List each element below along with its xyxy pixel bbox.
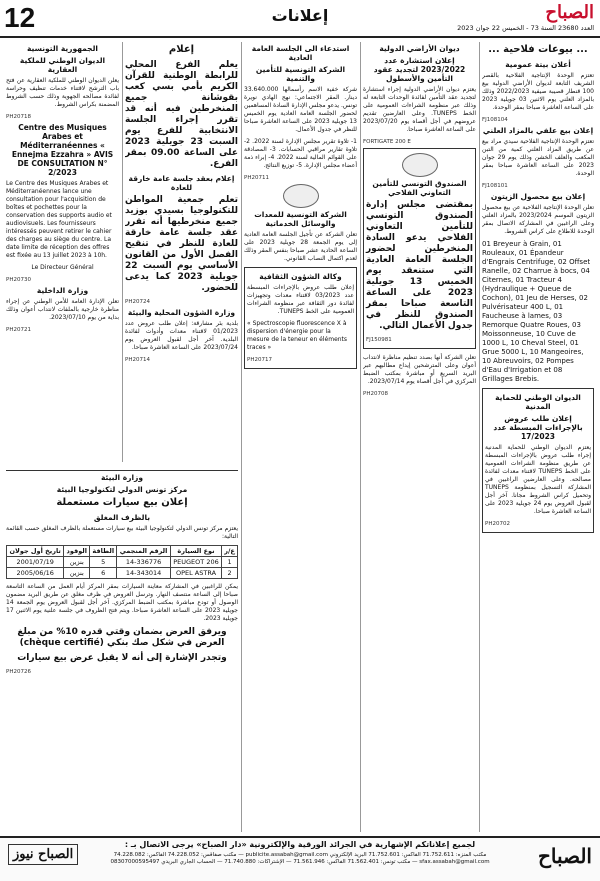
table-cell: 14-343014 — [117, 568, 171, 579]
ad-reference: PH20711 — [244, 175, 269, 181]
column-public-notices — [6, 42, 119, 462]
car-sale-body: يمكن للراغبين في المشاركة معاينة السيارات بمقر المركز أيام العمل من الساعة التاسعة صباحا إلى الساعة منتصف النهار. وترسل العروض في ظرف مغلق عن طريق البريد مضمون الوصول أو تودع مباشرة بمكتب الضبط المركزي. آخر أجل لقبول العروض يوم الجمعة 14 جويلية 2023 على الساعة العاشرة صباحا. ويتم فتح الظروف في جلسة علنية يوم الاثنين 17 جويلية 2023. — [6, 583, 238, 622]
table-cell: 5 — [90, 557, 117, 568]
ministry-name: وزارة البيئة — [100, 473, 144, 482]
french-notice-signature: Le Directeur Général — [31, 264, 94, 271]
notice-subtitle: إعلان طلب عروض بالإجراءات المبسطة عدد 17/2023 — [493, 414, 583, 441]
column-state-lands — [363, 42, 476, 832]
french-notice-title: Centre des Musiques Arabes et Méditerranéennes « Ennejma Ezzahra » AVIS DE CONSULTATION N° 2/2023 — [11, 123, 114, 177]
column-general-assembly — [244, 42, 357, 832]
ad-body: تعلن الشركة أنها بصدد تنظيم مناظرة لانتداب أعوان وعلى المترشحين إيداع مطالبهم عبر البريد السريع أو مباشرة بمكتب الضبط المركزي في أجل أقصاه يوم 2023/07/14. — [363, 354, 476, 385]
table-header-cell: تاريخ أول جولان — [7, 546, 64, 557]
french-notice-body: Le Centre des Musiques Arabes et Méditerranéennes lance une consultation pour l'acquisition de boîtes et pochettes pour la conservation des supports audio et audiovisuels. Les fournisseurs intéressés peuvent retirer le cahier des charges au siège du centre. La date limite de réception des offres est fixée au 13 juillet 2023 à 10h. — [6, 180, 112, 259]
ad-heading: إعلان بيع علفي بالمزاد العلني — [482, 126, 594, 135]
ad-body: تعلن الشركة عن تأجيل الجلسة العامة العادية إلى يوم الجمعة 28 جويلية 2023 على الساعة الحادية عشر صباحا بنفس المقر وذلك لعدم اكتمال النصاب القانوني. — [244, 231, 357, 262]
ad-reference: PH20724 — [125, 299, 150, 305]
table-cell: OPEL ASTRA — [170, 568, 221, 579]
car-sale-title: إعلان بيع سيارات مستعملة — [56, 497, 188, 508]
table-cell: 2001/07/19 — [7, 557, 64, 568]
ad-reference: PH20726 — [6, 669, 31, 675]
ad-reference: PH20730 — [6, 277, 31, 283]
ad-reference: PH20714 — [125, 357, 150, 363]
footer-contacts: مكتب المنزه: 71.752.611 الفاكس: 71.752.601 البريد الإلكتروني publicite.assabah@gmail.com — مكتب صفاقس: 74.228.052 الفاكس: 74.228.082 sfax.assabah@gmail.com — مكتب تونس: 71.562.401 الفاكس: 71.561.946 — الإشتراكات: 71.740.880 — الحساب الجاري البريدي 08307000595497 — [110, 852, 490, 865]
page-number: 12 — [4, 2, 36, 33]
ad-body: شركة خفية الاسم رأسمالها 33.640.000 دينار. المقر الاجتماعي: نهج الهادي نويرة تونس. يدعو مجلس الإدارة السادة المساهمين لحضور الجلسة العامة العادية يوم الخميس 13 جويلية 2023 على الساعة العاشرة صباحا للنظر في جدول الأعمال. — [244, 86, 357, 133]
ad-reference: PH20708 — [363, 391, 388, 397]
column-announcements — [125, 42, 238, 462]
table-header-cell: الطاقة — [90, 546, 117, 557]
ad-reference: PH20718 — [6, 114, 31, 120]
table-header-row — [7, 546, 238, 557]
ad-body: تعلن الإدارة العامة للأمن الوطني عن إجراء مناظرة خارجية بالملفات لانتداب أعوان وذلك بداية من يوم 2023/07/10. — [6, 298, 119, 321]
table-cell: PEUGEOT 206 — [170, 557, 221, 568]
column-divider — [360, 42, 361, 832]
notice-french-text: « Spectroscopie fluorescence X à dispersion d'énergie pour la mesure de la teneur en éléments traces » — [247, 320, 348, 351]
notice-title: الديوان الوطني للحماية المدنية — [495, 393, 581, 411]
table-cell: 1 — [222, 557, 238, 568]
table-cell: 14-336776 — [117, 557, 171, 568]
notice-body: يعتزم الديوان الوطني للحماية المدنية إجراء طلب عروض بالإجراءات المبسطة عن طريق منظومة الشراءات العمومية على الخط TUNEPS لاقتناء معدات لفائدة مصالحه. وعلى العارضين الراغبين في المشاركة التسجيل بمنظومة TUNEPS وتحميل كراس الشروط مجانا. آخر أجل لقبول العروض يوم 24 جويلية 2023 على الساعة العاشرة صباحا. — [485, 444, 592, 515]
footer-title: لجميع إعلاناتكم الإشهارية في الجرائد الورقية والإلكترونية «دار الصباح» يرجى الاتصال بـ : — [124, 840, 476, 849]
ad-body: بلدية بئر مشارقة: إعلان طلب عروض عدد 01/2023 لاقتناء معدات وأدوات لفائدة البلدية. آخر أجل لقبول العروض يوم 2023/07/24 على الساعة العاشرة صباحا. — [125, 320, 238, 351]
civil-protection-notice — [482, 388, 594, 533]
table-row — [7, 557, 238, 568]
ad-body: يعتزم ديوان الأراضي الدولية إجراء استشارة لتجديد عقد التأمين لفائدة الوحدات التابعة له وذلك عبر منظومة الشراءات العمومية على الخط TUNEPS. وعلى العارضين تقديم عروضهم في أجل أقصاه يوم 2023/07/20 على الساعة العاشرة صباحا. — [363, 86, 476, 133]
table-cell: 6 — [90, 568, 117, 579]
ad-heading: أعلان بيتة عمومية — [505, 60, 571, 69]
ad-reference: FJ150981 — [366, 337, 392, 343]
table-row — [7, 568, 238, 579]
ad-heading: إعلام — [168, 44, 195, 55]
equipment-list: 01 Breyeur à Grain, 01 Rouleaux, 01 Épandeur d'Engrais Centrifuge, 02 Offset Ranelle, 02 Charrue à bocs, 04 Citernes, 01 Tracteur 4 (Hydraulique + Queue de Cochon), 01 Jeu de Herses, 02 Pulvérisateur 400 L, 01 Faucheuse à lames, 03 Remorque Quatre Roues, 03 Moissonneuse, 10 Cuve de 1000 L, 10 Cheval Steel, 01 Grue 5000 L, 10 Mangeoires, 10 Abreuvoirs, 02 Pompes d'Eau d'Irrigation et 08 Grillages Brebis. — [482, 240, 591, 383]
ad-reference: FJ108104 — [482, 117, 508, 123]
notice-body: إعلان طلب عروض بالإجراءات المبسطة عدد 03/2023 لاقتناء معدات وتجهيزات لفائدة دور الثقافة عبر منظومة الشراءات العمومية على الخط TUNEPS. — [247, 284, 354, 315]
ad-reference: FJ108101 — [482, 183, 508, 189]
ad-heading: ديوان الأراضي الدولية — [379, 44, 460, 53]
ad-body: تعلم جمعية المواطن للتكنولوجيا بسيدي بوزيد جميع منخرطيها أنه تقرر عقد جلسة عامة خارقة للعادة للنظر في تنقيح الفصل الأول من القانون الأساسي يوم السبت 22 جويلية 2023 كما يدعى للحضور. — [125, 195, 238, 293]
car-sale-notice — [6, 470, 238, 833]
ad-reference: FORTIGATE 200 E — [363, 139, 411, 145]
ad-body: يعلن الديوان الوطني للملكية العقارية عن فتح باب الترشح لاقتناء خدمات تنظيف وحراسة لفائدة مصالحه الجهوية وذلك حسب الشروط المضمنة بكراس الشروط. — [6, 77, 119, 108]
table-cell: بنزين — [64, 568, 90, 579]
ad-subheading: الشركة التونسية للمعدات والوسائل الخدماتية — [254, 210, 347, 228]
ad-subheading: الديوان الوطني للملكية العقارية — [19, 56, 106, 74]
agenda-list: 1- تلاوة تقرير مجلس الإدارة لسنة 2022. 2- تلاوة تقارير مراقبي الحسابات. 3- المصادقة على القوائم المالية لسنة 2022. 4- إبراء ذمة أعضاء مجلس الإدارة. 5- توزيع النتائج. — [244, 138, 357, 169]
emblem-icon — [402, 153, 438, 177]
ad-subheading: الشركة التونسية للتأمين والتنمية — [255, 65, 346, 83]
ad-heading: الجمهورية التونسية — [27, 44, 98, 53]
footer-news-logo: الصباح نيوز — [8, 844, 78, 865]
ad-body: تعتزم الوحدة الإنتاجية الفلاحية بالقصر الشريف التابعة لديوان الأراضي الدولية بيع 100 قنطار قصيبة صيفية 2022/2023 وذلك بالمزاد العلني يوم الاثنين 03 جويلية 2023 على الساعة العاشرة صباحا بمقر الوحدة. — [482, 72, 594, 111]
page-footer — [0, 836, 600, 881]
table-header-cell: الوقود — [64, 546, 90, 557]
ad-heading: إعلان بيع محصول الزيتون — [490, 192, 586, 201]
cultural-affairs-notice — [244, 267, 357, 369]
notice-title: وكالة الشؤون الثقافية — [259, 272, 342, 281]
table-cell: بنزين — [64, 557, 90, 568]
issue-info: العدد 23680 السنة 73 - الخميس 22 جوان 2023 — [457, 24, 594, 32]
notice-title: الصندوق التونسي للتأمين التعاوني الفلاحي — [372, 179, 467, 197]
newspaper-logo: الصباح — [545, 2, 594, 23]
car-sale-intro: يعتزم مركز تونس الدولي لتكنولوجيا البيئة بيع سيارات مستعملة بالظرف المغلق حسب القائمة التالية: — [6, 525, 238, 540]
table-header-cell: ع/ر — [222, 546, 238, 557]
company-logo-icon — [283, 184, 319, 208]
ad-reference: PH20717 — [247, 357, 272, 363]
ad-reference: PH20702 — [485, 521, 510, 527]
table-cell: 2 — [222, 568, 238, 579]
page-header — [0, 0, 600, 38]
column-divider — [241, 42, 242, 832]
ad-subheading: وزارة الداخلية — [36, 286, 89, 295]
ad-subheading: وزارة الشؤون المحلية والبيئة — [127, 308, 236, 317]
table-header-cell: نوع السيارة — [170, 546, 221, 557]
column-divider — [479, 42, 480, 832]
ad-subheading: إعلان استشارة عدد 2023/2022 لتجديد عقود التأمين والأسطول — [373, 56, 466, 83]
ad-heading: استدعاء الى الجلسة العامة العادية — [251, 44, 350, 62]
ad-heading: إعلام بعقد جلسة عامة خارقة للعادة — [128, 174, 235, 192]
notice-body: بمقتضى مجلس إدارة الصندوق التونسي للتأمين التعاوني الفلاحي يدعو السادة المنخرطين لحضور الجلسة العامة العادية التي ستنعقد يوم الخميس 13 جويلية 2023 على الساعة التاسعة صباحا بمقر الصندوق للنظر في جدول الأعمال التالي. — [366, 200, 473, 331]
column-divider — [122, 42, 123, 462]
ad-body: تعتزم الوحدة الإنتاجية الفلاحية سيدي مراد بيع عن طريق المزاد العلني كمية من التبن المكعب والعلف الخشن وذلك يوم 29 جوان 2023 على الساعة العاشرة صباحا بمقر الوحدة. — [482, 138, 594, 177]
ad-reference: PH20721 — [6, 327, 31, 333]
mutual-insurance-notice — [363, 148, 476, 349]
car-sale-cheque: ويرفق العرض بضمان وقتي قدره 10% من مبلغ العرض في شكل صك بنكي (chèque certifié) — [17, 627, 227, 648]
car-sale-subtitle: بالظرف المغلق — [93, 513, 151, 522]
section-title: إعلانات — [271, 6, 329, 25]
car-sale-closing: وتجدر الإشارة إلى أنه لا يقبل عرض بيع سيارات — [17, 653, 227, 663]
table-header-cell: الرقم المنجمي — [117, 546, 171, 557]
ad-body: يعلم الفرع المحلي للرابطة الوطنية للقرآن الكريم بأمي بسي كعب بقوشانة جميع المنخرطين فيه أنه قد تقرر إجراء الجلسة الانتخابية للفرع يوم السبت 23 جويلية 2023 على الساعة 09.00 بمقر الفرع. — [125, 60, 238, 169]
column-title: ... بيوعات فلاحية ... — [488, 44, 588, 55]
footer-logo: الصباح — [537, 844, 592, 868]
ad-body: تعلن الوحدة الإنتاجية الفلاحية عن بيع محصول الزيتون الموسم 2023/2024 بالمزاد العلني وعلى الراغبين في المشاركة الاتصال بمقر الوحدة للاطلاع على كراس الشروط. — [482, 204, 594, 235]
column-agricultural-sales — [482, 42, 594, 832]
table-cell: 2005/06/16 — [7, 568, 64, 579]
center-name: مركز تونس الدولي لتكنولوجيا البيئة — [56, 485, 188, 494]
car-list-table — [6, 545, 238, 579]
